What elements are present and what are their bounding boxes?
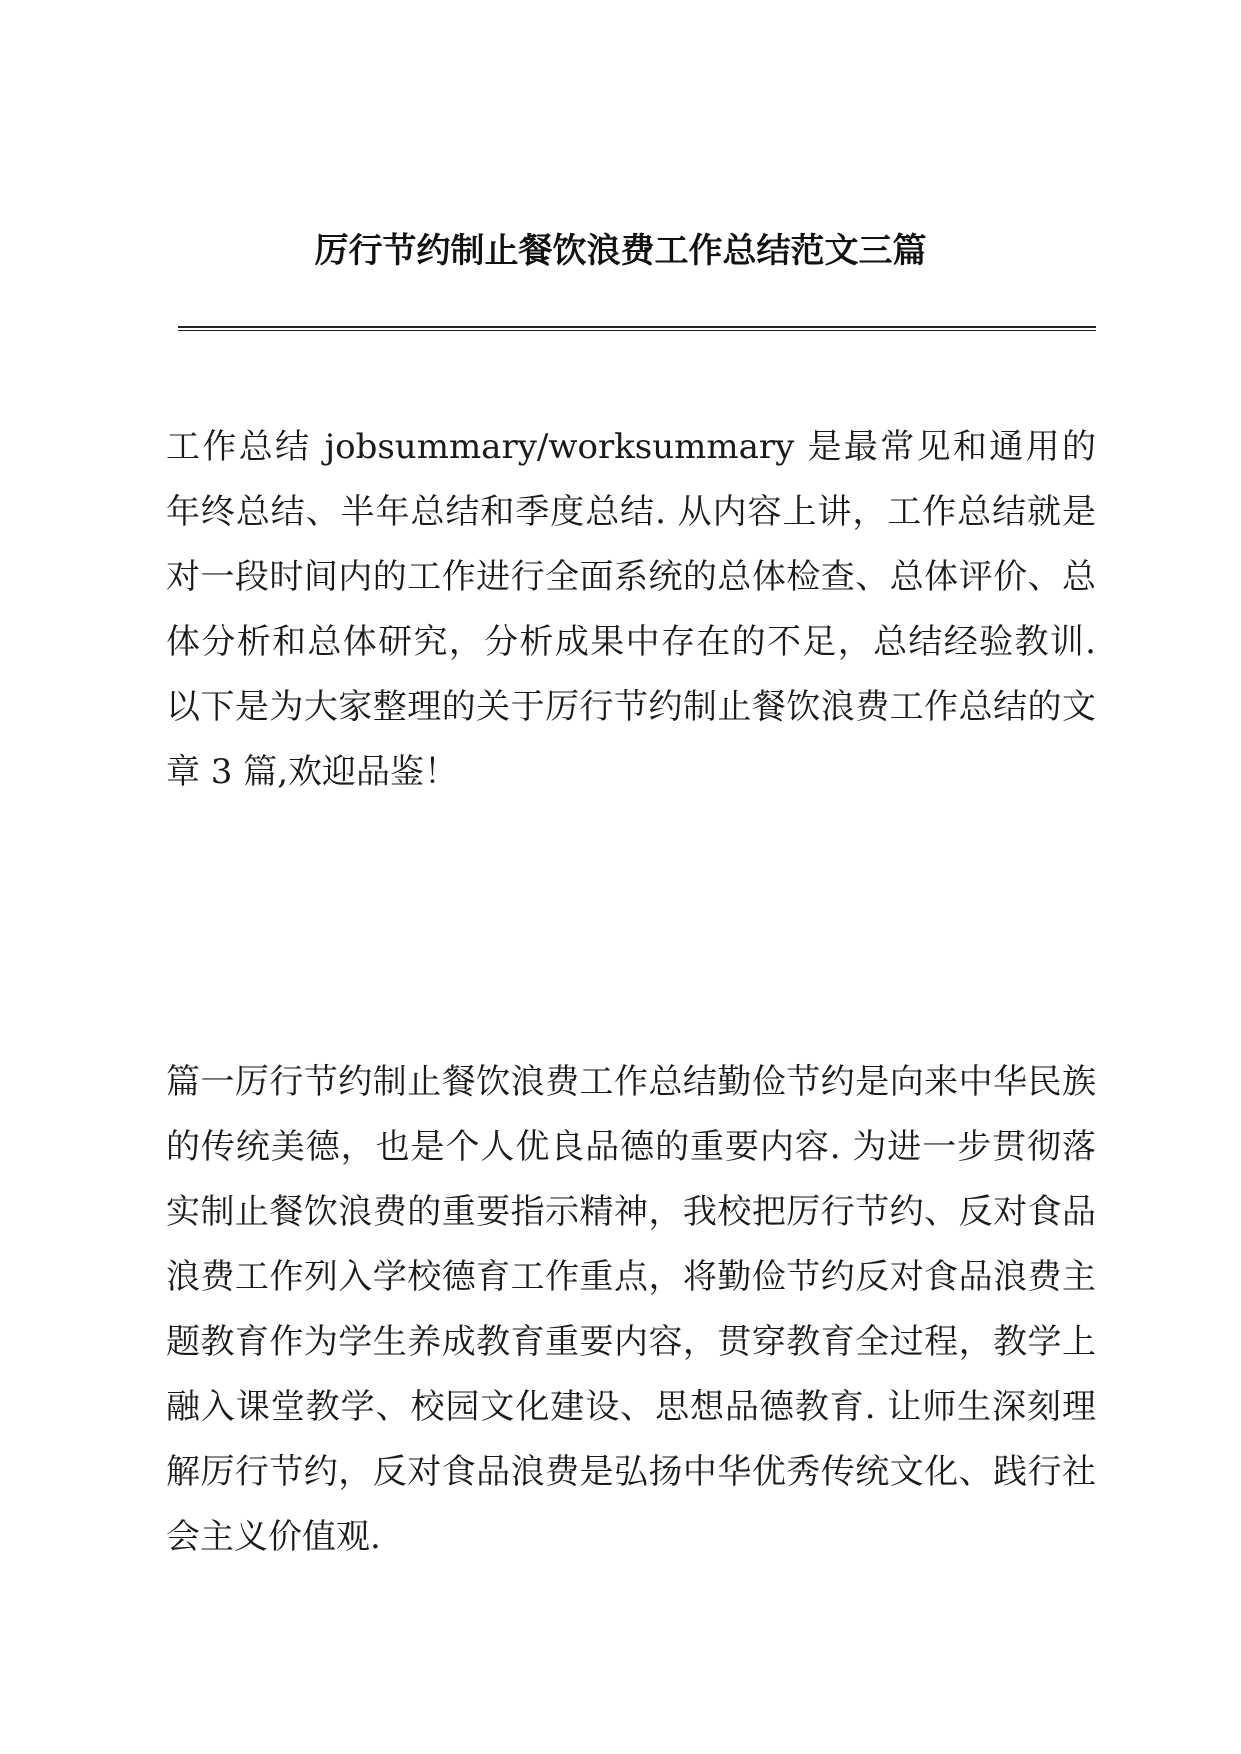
section-one-paragraph: 篇一厉行节约制止餐饮浪费工作总结勤俭节约是向来中华民族的传统美德，也是个人优良品德的重要内容. 为进一步贯彻落实制止餐饮浪费的重要指示精神，我校把厉行节约、反对食品浪费工作列入学校德育工作重点，将勤俭节约反对食品浪费主题教育作为学生养成教育重要内容，贯穿教育全过程，教学上融入课堂教学、校园文化建设、思想品德教育. 让师生深刻理解厉行节约，反对食品浪费是弘扬中华优秀传统文化、践行社会主义价值观. <box>166 1062 1096 1557</box>
document-title: 厉行节约制止餐饮浪费工作总结范文三篇 <box>314 231 927 271</box>
title-double-rule <box>178 326 1096 331</box>
intro-paragraph: 工作总结 jobsummary/worksummary 是最常见和通用的年终总结、半年总结和季度总结. 从内容上讲，工作总结就是对一段时间内的工作进行全面系统的总体检查、总体评价、总体分析和总体研究，分析成果中存在的不足，总结经验教训. 以下是为大家整理的关于厉行节约制止餐饮浪费工作总结的文章 3 篇,欢迎品鉴！ <box>166 427 1096 792</box>
